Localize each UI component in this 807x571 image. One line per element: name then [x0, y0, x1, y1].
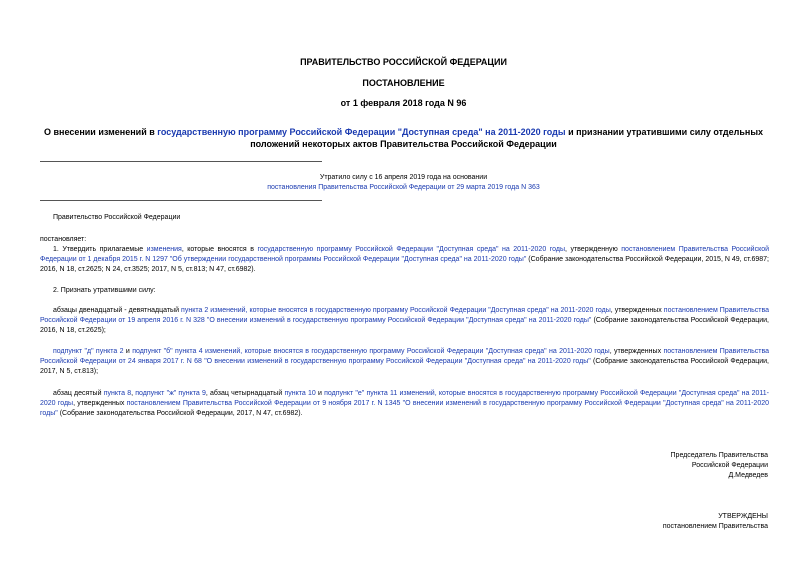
signature-name: Д.Медведев — [728, 472, 768, 479]
lost-force-text: Утратило силу с 16 апреля 2019 года на основании — [319, 174, 488, 181]
lost-force-link[interactable]: постановления Правительства Российской Федерации от 29 марта 2019 года N 363 — [267, 184, 540, 191]
text: , которые вносятся в — [181, 246, 258, 253]
approved-block — [663, 512, 768, 532]
text: , — [131, 390, 136, 397]
document-type: ПОСТАНОВЛЕНИЕ — [362, 78, 445, 88]
signature-block — [671, 451, 768, 481]
text: абзацы двенадцатый - девятнадцатый — [53, 307, 182, 314]
point-2-link[interactable]: пункта 2 изменений, которые вносятся в государственную программу Российской Федерации "Доступная среда" на 2011-2020 годы — [181, 307, 611, 314]
subpoint-zh-link[interactable]: подпункт "ж" пункта 9 — [135, 390, 206, 397]
text: (Собрание законодательства Российской Федерации, 2015, N 49, ст.6987; 2016, N 18, ст.2625; N 24, ст.3525; 2017, N 5, ст.813; N 47, ст.6982). — [40, 256, 769, 273]
resolution-1345-link[interactable]: постановлением Правительства Российской Федерации от 9 ноября 2017 г. N 1345 "О внесении изменений в государственную программу Российской Федерации "Доступная среда" на 2011-2020 годы" — [40, 400, 769, 417]
text: (Собрание законодательства Российской Федерации, 2017, N 5, ст.813); — [40, 358, 770, 375]
signature-title: Председатель Правительства — [670, 452, 768, 459]
text: (Собрание законодательства Российской Федерации, 2017, N 47, ст.6982). — [57, 410, 303, 417]
signature-org: Российской Федерации — [691, 462, 768, 469]
document-title — [40, 126, 767, 150]
divider-top — [40, 161, 322, 162]
paragraph-5 — [40, 389, 769, 419]
point-8-link[interactable]: пункта 8 — [103, 390, 132, 397]
paragraph-4 — [40, 347, 769, 377]
government-name: Правительство Российской Федерации — [53, 214, 181, 221]
program-link[interactable]: государственную программу Российской Федерации "Доступная среда" на 2011-2020 годы — [257, 246, 565, 253]
text: , утвержденных — [609, 348, 664, 355]
resolution-1297-link[interactable]: постановлением Правительства Российской Федерации от 1 декабря 2015 г. N 1297 "Об утверждении государственной программы Российской Федерации "Доступная среда" на 2011-2020 годы" — [40, 246, 770, 263]
paragraph-3 — [40, 306, 769, 336]
lost-force-note — [40, 173, 767, 193]
divider-bottom — [40, 200, 322, 201]
subpoint-e-link[interactable]: подпункт "е" пункта 11 изменений, которые вносятся в государственную программу Российской Федерации "Доступная среда" на 2011-2020 годы — [40, 390, 769, 407]
paragraph-1 — [40, 245, 769, 275]
text: , утвержденных — [610, 307, 664, 314]
text: 1. Утвердить прилагаемые — [53, 246, 147, 253]
point-10-link[interactable]: пункта 10 — [284, 390, 316, 397]
text: абзац десятый — [53, 390, 104, 397]
resolution-68-link[interactable]: постановлением Правительства Российской Федерации от 24 января 2017 г. N 68 "О внесении изменений в государственную программу Российской Федерации "Доступная среда" на 2011-2020 годы" — [40, 348, 770, 365]
resolution-328-link[interactable]: постановлением Правительства Российской Федерации от 19 апреля 2016 г. N 328 "О внесении изменений в государственную программу Российской Федерации "Доступная среда" на 2011-2020 годы" — [40, 307, 769, 324]
title-text: и признании утратившими силу отдельных положений некоторых актов Правительства Российской Федерации — [250, 127, 764, 149]
resolves-word: постановляет: — [40, 236, 87, 243]
government-heading: ПРАВИТЕЛЬСТВО РОССИЙСКОЙ ФЕДЕРАЦИИ — [300, 57, 507, 67]
text: , утвержденную — [565, 246, 622, 253]
paragraph-2: 2. Признать утратившими силу: — [53, 287, 156, 294]
document-date-number: от 1 февраля 2018 года N 96 — [340, 98, 467, 108]
text: , абзац четырнадцатый — [205, 390, 285, 397]
title-program-link[interactable]: государственную программу Российской Федерации "Доступная среда" на 2011-2020 годы — [157, 127, 566, 137]
text: и — [315, 390, 325, 397]
changes-link[interactable]: изменения — [146, 246, 182, 253]
text: (Собрание законодательства Российской Федерации, 2016, N 18, ст.2625); — [40, 317, 769, 334]
subpoint-d-link[interactable]: подпункт "д" пункта 2 — [53, 348, 124, 355]
subpoint-b-link[interactable]: подпункт "б" пункта 4 изменений, которые вносятся в государственную программу Российской Федерации "Доступная среда" на 2011-2020 годы — [132, 348, 610, 355]
approved-label: УТВЕРЖДЕНЫ — [718, 513, 768, 520]
text: , утвержденных — [73, 400, 127, 407]
approved-by: постановлением Правительства — [662, 523, 768, 530]
text: и — [123, 348, 133, 355]
title-text: О внесении изменений в — [43, 127, 158, 137]
